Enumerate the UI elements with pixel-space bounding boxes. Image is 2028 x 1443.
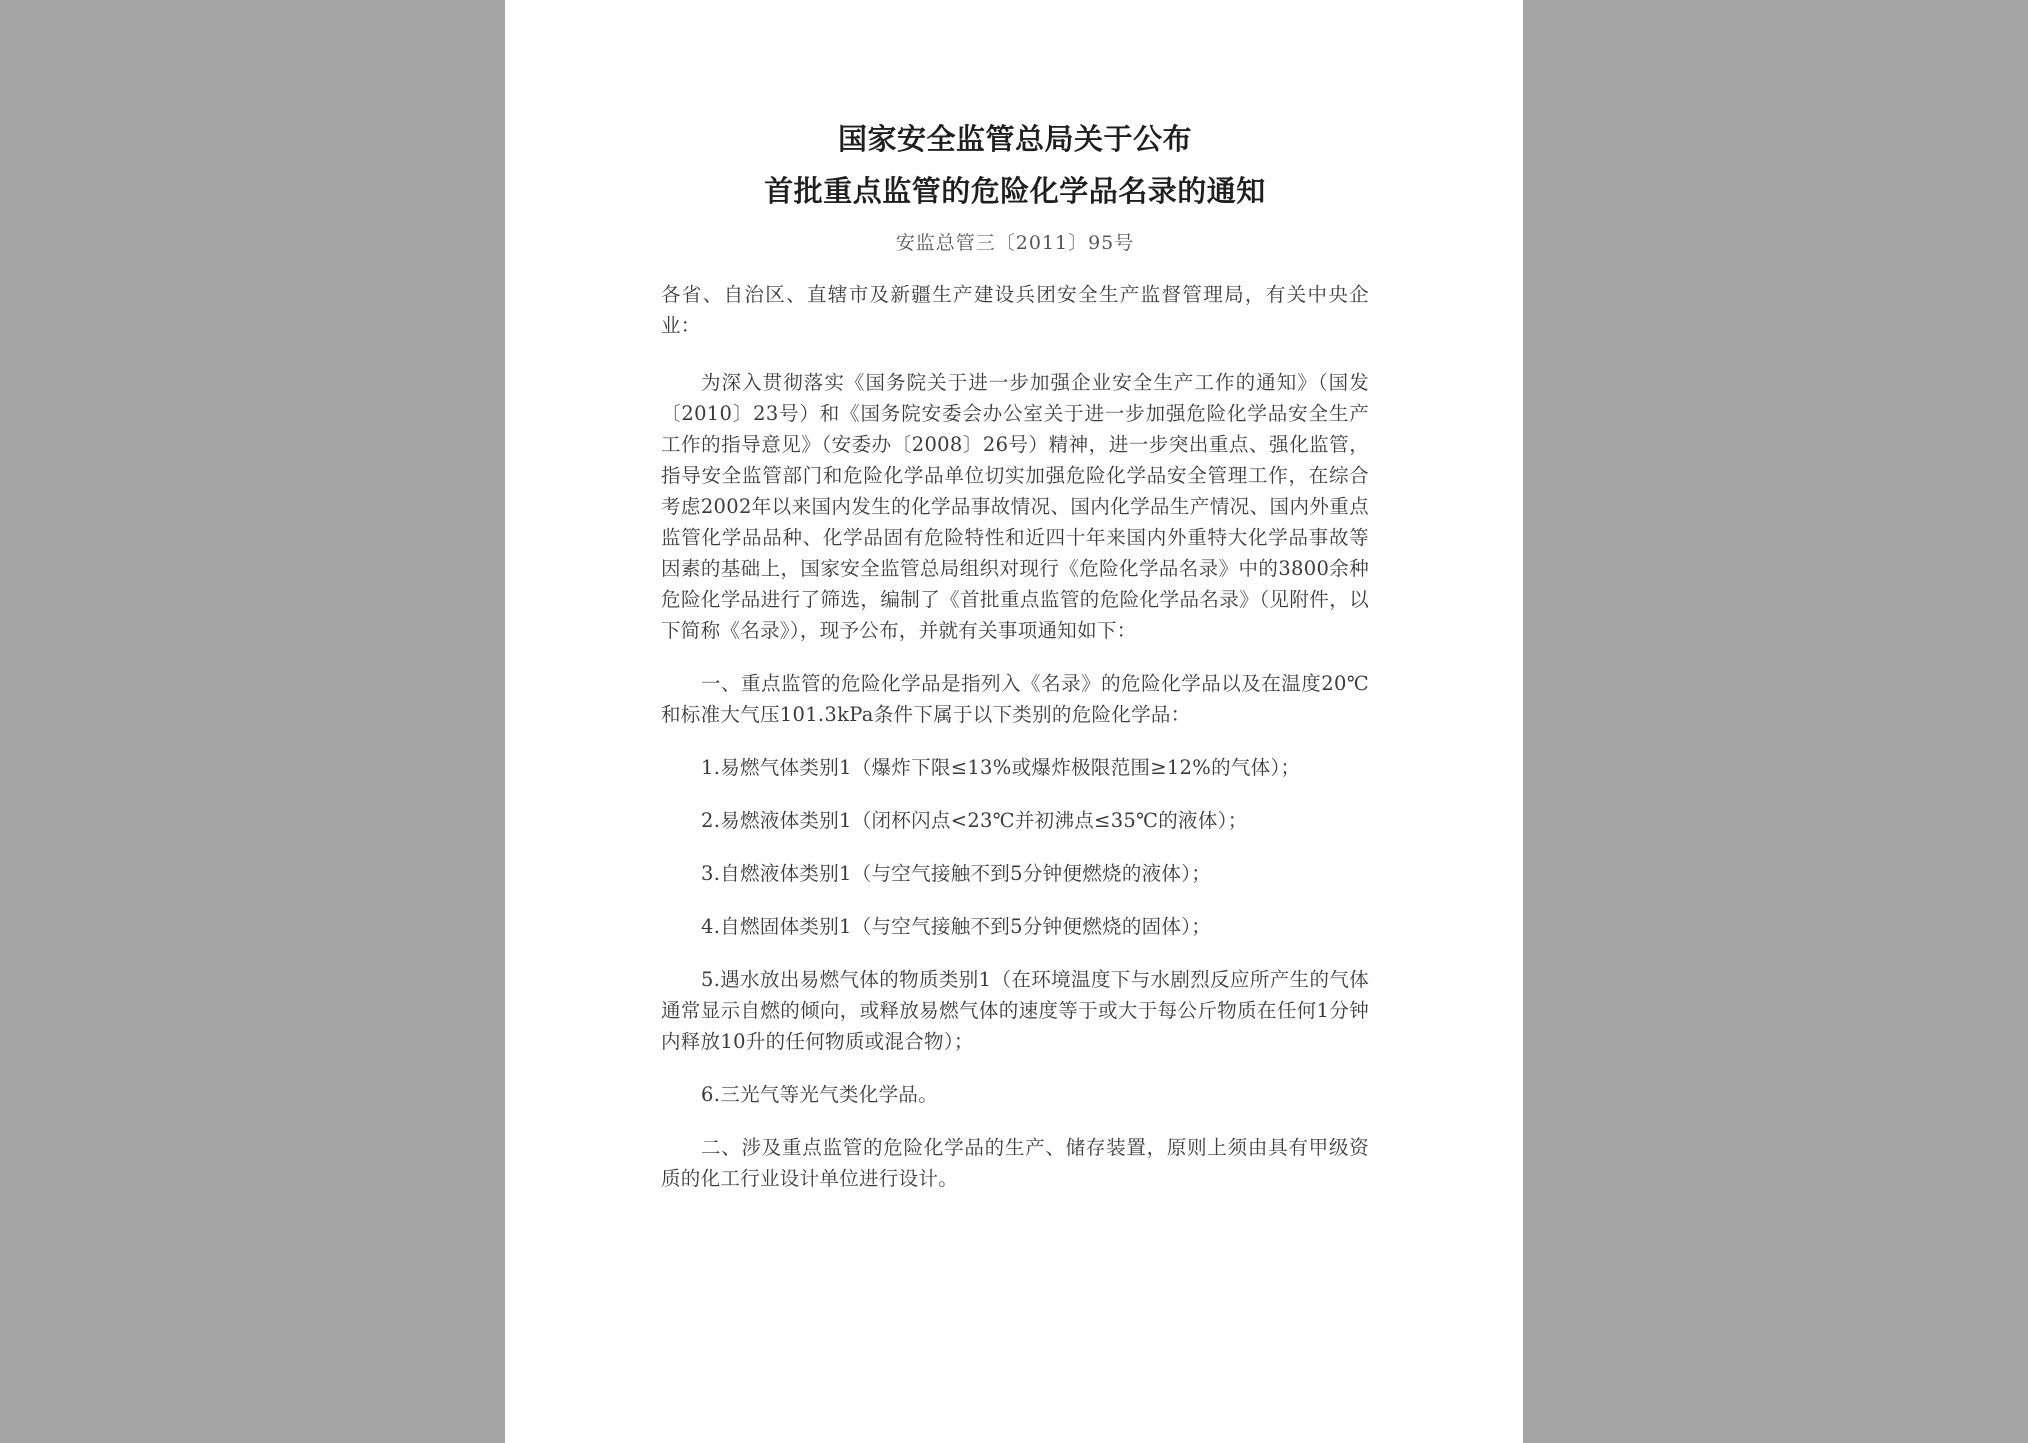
- intro-paragraph: 为深入贯彻落实《国务院关于进一步加强企业安全生产工作的通知》（国发〔2010〕23号）和《国务院安委会办公室关于进一步加强危险化学品安全生产工作的指导意见》（安委办〔2008〕26号）精神，进一步突出重点、强化监管，指导安全监管部门和危险化学品单位切实加强危险化学品安全管理工作，在综合考虑2002年以来国内发生的化学品事故情况、国内化学品生产情况、国内外重点监管化学品品种、化学品固有危险特性和近四十年来国内外重特大化学品事故等因素的基础上，国家安全监管总局组织对现行《危险化学品名录》中的3800余种危险化学品进行了筛选，编制了《首批重点监管的危险化学品名录》（见附件，以下简称《名录》），现予公布，并就有关事项通知如下：: [661, 371, 1369, 642]
- list-item: 4.自燃固体类别1（与空气接触不到5分钟便燃烧的固体）；: [701, 915, 1212, 938]
- list-item: 6.三光气等光气类化学品。: [701, 1083, 939, 1106]
- list-item: 1.易燃气体类别1（爆炸下限≤13%或爆炸极限范围≥12%的气体）；: [701, 756, 1301, 779]
- salutation: 各省、自治区、直辖市及新疆生产建设兵团安全生产监督管理局，有关中央企业：: [661, 283, 1369, 337]
- list-item: 3.自燃液体类别1（与空气接触不到5分钟便燃烧的液体）；: [701, 862, 1212, 885]
- document-title-line-1: 国家安全监管总局关于公布: [837, 122, 1192, 156]
- document-number: 安监总管三〔2011〕95号: [895, 232, 1135, 254]
- title-block: [661, 113, 1369, 217]
- section-2-paragraph: 二、涉及重点监管的危险化学品的生产、储存装置，原则上须由具有甲级资质的化工行业设计单位进行设计。: [661, 1136, 1369, 1190]
- list-item: 5.遇水放出易燃气体的物质类别1（在环境温度下与水剧烈反应所产生的气体通常显示自燃的倾向，或释放易燃气体的速度等于或大于每公斤物质在任何1分钟内释放10升的任何物质或混合物）；: [661, 968, 1369, 1053]
- list-item: 2.易燃液体类别1（闭杯闪点<23℃并初沸点≤35℃的液体）；: [701, 809, 1248, 832]
- document-page: [505, 0, 1523, 1443]
- section-1-paragraph: 一、重点监管的危险化学品是指列入《名录》的危险化学品以及在温度20℃和标准大气压101.3kPa条件下属于以下类别的危险化学品：: [661, 672, 1369, 726]
- document-title-line-2: 首批重点监管的危险化学品名录的通知: [764, 174, 1266, 208]
